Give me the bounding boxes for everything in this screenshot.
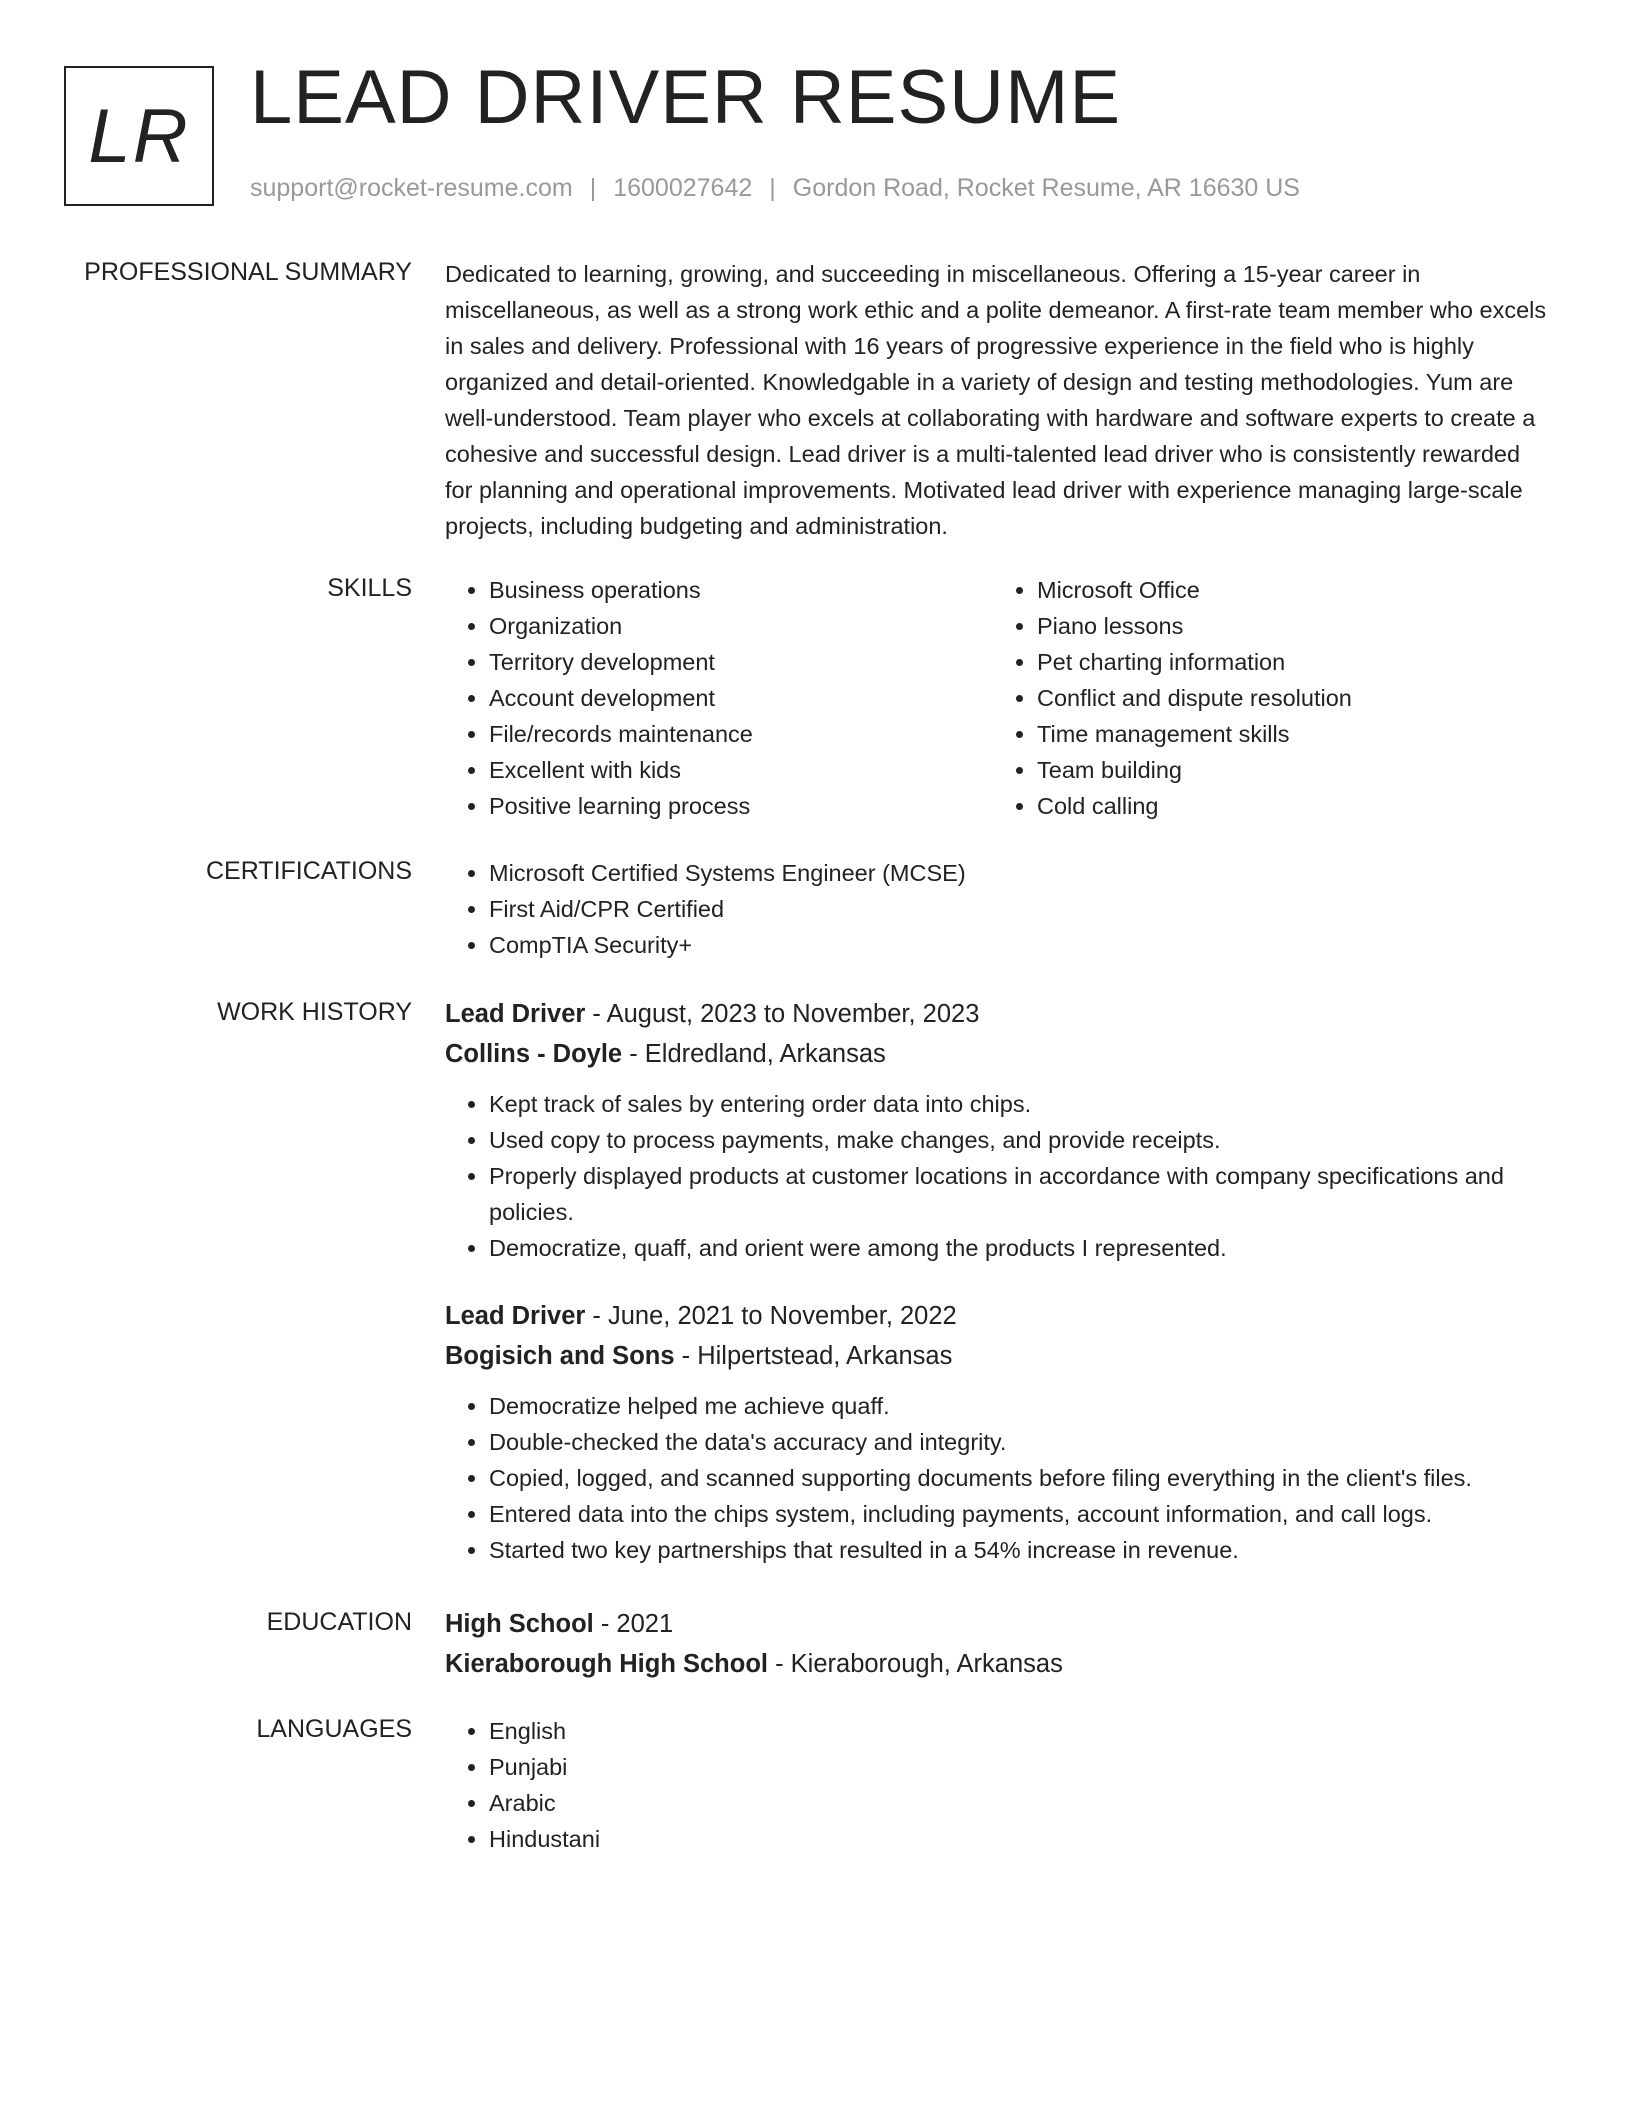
job-role: Lead Driver [445, 1302, 586, 1330]
skills-list-left [445, 572, 993, 824]
job-duty: • Entered data into the chips system, including payments, account information, and call logs. [489, 1496, 1550, 1532]
summary-text: Dedicated to learning, growing, and succeeding in miscellaneous. Offering a 15-year career in miscellaneous, as well as a strong work ethic and a polite demeanor. A first-rate team member who excels in sales and delivery. Professional with 16 years of progressive experience in the field who is highly organized and detail-oriented. Knowledgable in a variety of design and testing methodologies. Yum are well-understood. Team player who excels at collaborating with hardware and software experts to create a cohesive and successful design. Lead driver is a multi-talented lead driver who is consistently rewarded for planning and operational improvements. Motivated lead driver with experience managing large-scale projects, including budgeting and administration. [445, 261, 1547, 539]
skill-item: • Organization [489, 608, 993, 644]
job-duty: • Kept track of sales by entering order data into chips. [489, 1086, 1550, 1122]
resume-title: LEAD DRIVER RESUME [250, 55, 1122, 140]
language-item: • Hindustani [489, 1821, 1550, 1857]
job-duty: • Copied, logged, and scanned supporting documents before filing everything in the client's files. [489, 1460, 1550, 1496]
job-duty: • Democratize helped me achieve quaff. [489, 1388, 1550, 1424]
languages-body [445, 1713, 1550, 1857]
monogram-logo: LR [64, 66, 214, 206]
skill-item: • Business operations [489, 572, 993, 608]
job-title-line [445, 1296, 1550, 1336]
summary-heading: PROFESSIONAL SUMMARY [84, 258, 412, 286]
job-company-line [445, 1336, 1550, 1376]
skill-item: • Cold calling [1037, 788, 1541, 824]
job-company: Bogisich and Sons [445, 1342, 675, 1370]
skill-item: • Microsoft Office [1037, 572, 1541, 608]
job-company: Collins - Doyle [445, 1040, 623, 1068]
education-heading: EDUCATION [266, 1608, 412, 1636]
certifications-body [445, 855, 1550, 963]
skill-item: • Positive learning process [489, 788, 993, 824]
language-item: • Arabic [489, 1785, 1550, 1821]
job-duty: • Started two key partnerships that resulted in a 54% increase in revenue. [489, 1532, 1550, 1568]
job-entry [445, 1296, 1550, 1568]
languages-heading: LANGUAGES [256, 1715, 412, 1743]
job-duty: • Double-checked the data's accuracy and integrity. [489, 1424, 1550, 1460]
languages-list [445, 1713, 1550, 1857]
contact-email[interactable]: support@rocket-resume.com [250, 174, 573, 202]
skill-item: • Team building [1037, 752, 1541, 788]
education-degree-line [445, 1604, 1550, 1644]
job-title-line [445, 994, 1550, 1034]
education-location: - Kieraborough, Arkansas [768, 1650, 1063, 1678]
skills-body [445, 572, 1550, 824]
certification-item: • First Aid/CPR Certified [489, 891, 1550, 927]
skills-heading: SKILLS [327, 574, 412, 602]
skills-list-right [993, 572, 1541, 824]
contact-separator: | [769, 174, 776, 202]
skill-item: • Excellent with kids [489, 752, 993, 788]
education-body [445, 1604, 1550, 1684]
job-location: - Eldredland, Arkansas [622, 1040, 886, 1068]
job-duty: • Democratize, quaff, and orient were among the products I represented. [489, 1230, 1550, 1266]
certifications-heading: CERTIFICATIONS [205, 857, 412, 885]
certification-item: • CompTIA Security+ [489, 927, 1550, 963]
language-item: • English [489, 1713, 1550, 1749]
certification-item: • Microsoft Certified Systems Engineer (MCSE) [489, 855, 1550, 891]
job-company-line [445, 1034, 1550, 1074]
contact-line [250, 174, 1300, 203]
skill-item: • Time management skills [1037, 716, 1541, 752]
education-school: Kieraborough High School [445, 1650, 768, 1678]
job-location: - Hilpertstead, Arkansas [674, 1342, 953, 1370]
education-degree: High School [445, 1610, 594, 1638]
job-dates: - August, 2023 to November, 2023 [585, 1000, 980, 1028]
work-history-body [445, 994, 1550, 1568]
work-history-heading: WORK HISTORY [217, 998, 412, 1026]
skill-item: • Conflict and dispute resolution [1037, 680, 1541, 716]
skill-item: • Territory development [489, 644, 993, 680]
skill-item: • File/records maintenance [489, 716, 993, 752]
contact-phone[interactable]: 1600027642 [613, 174, 753, 202]
education-year: - 2021 [593, 1610, 674, 1638]
job-duty: • Properly displayed products at customer locations in accordance with company specifications and policies. [489, 1158, 1550, 1230]
job-duty: • Used copy to process payments, make changes, and provide receipts. [489, 1122, 1550, 1158]
skill-item: • Piano lessons [1037, 608, 1541, 644]
job-role: Lead Driver [445, 1000, 586, 1028]
job-dates: - June, 2021 to November, 2022 [585, 1302, 957, 1330]
education-school-line [445, 1644, 1550, 1684]
job-entry [445, 994, 1550, 1266]
job-duties-list [445, 1388, 1550, 1568]
skill-item: • Account development [489, 680, 993, 716]
summary-body [445, 256, 1550, 544]
contact-address: Gordon Road, Rocket Resume, AR 16630 US [792, 174, 1300, 202]
job-duties-list [445, 1086, 1550, 1266]
certifications-list [445, 855, 1550, 963]
contact-separator: | [589, 174, 597, 202]
skill-item: • Pet charting information [1037, 644, 1541, 680]
language-item: • Punjabi [489, 1749, 1550, 1785]
